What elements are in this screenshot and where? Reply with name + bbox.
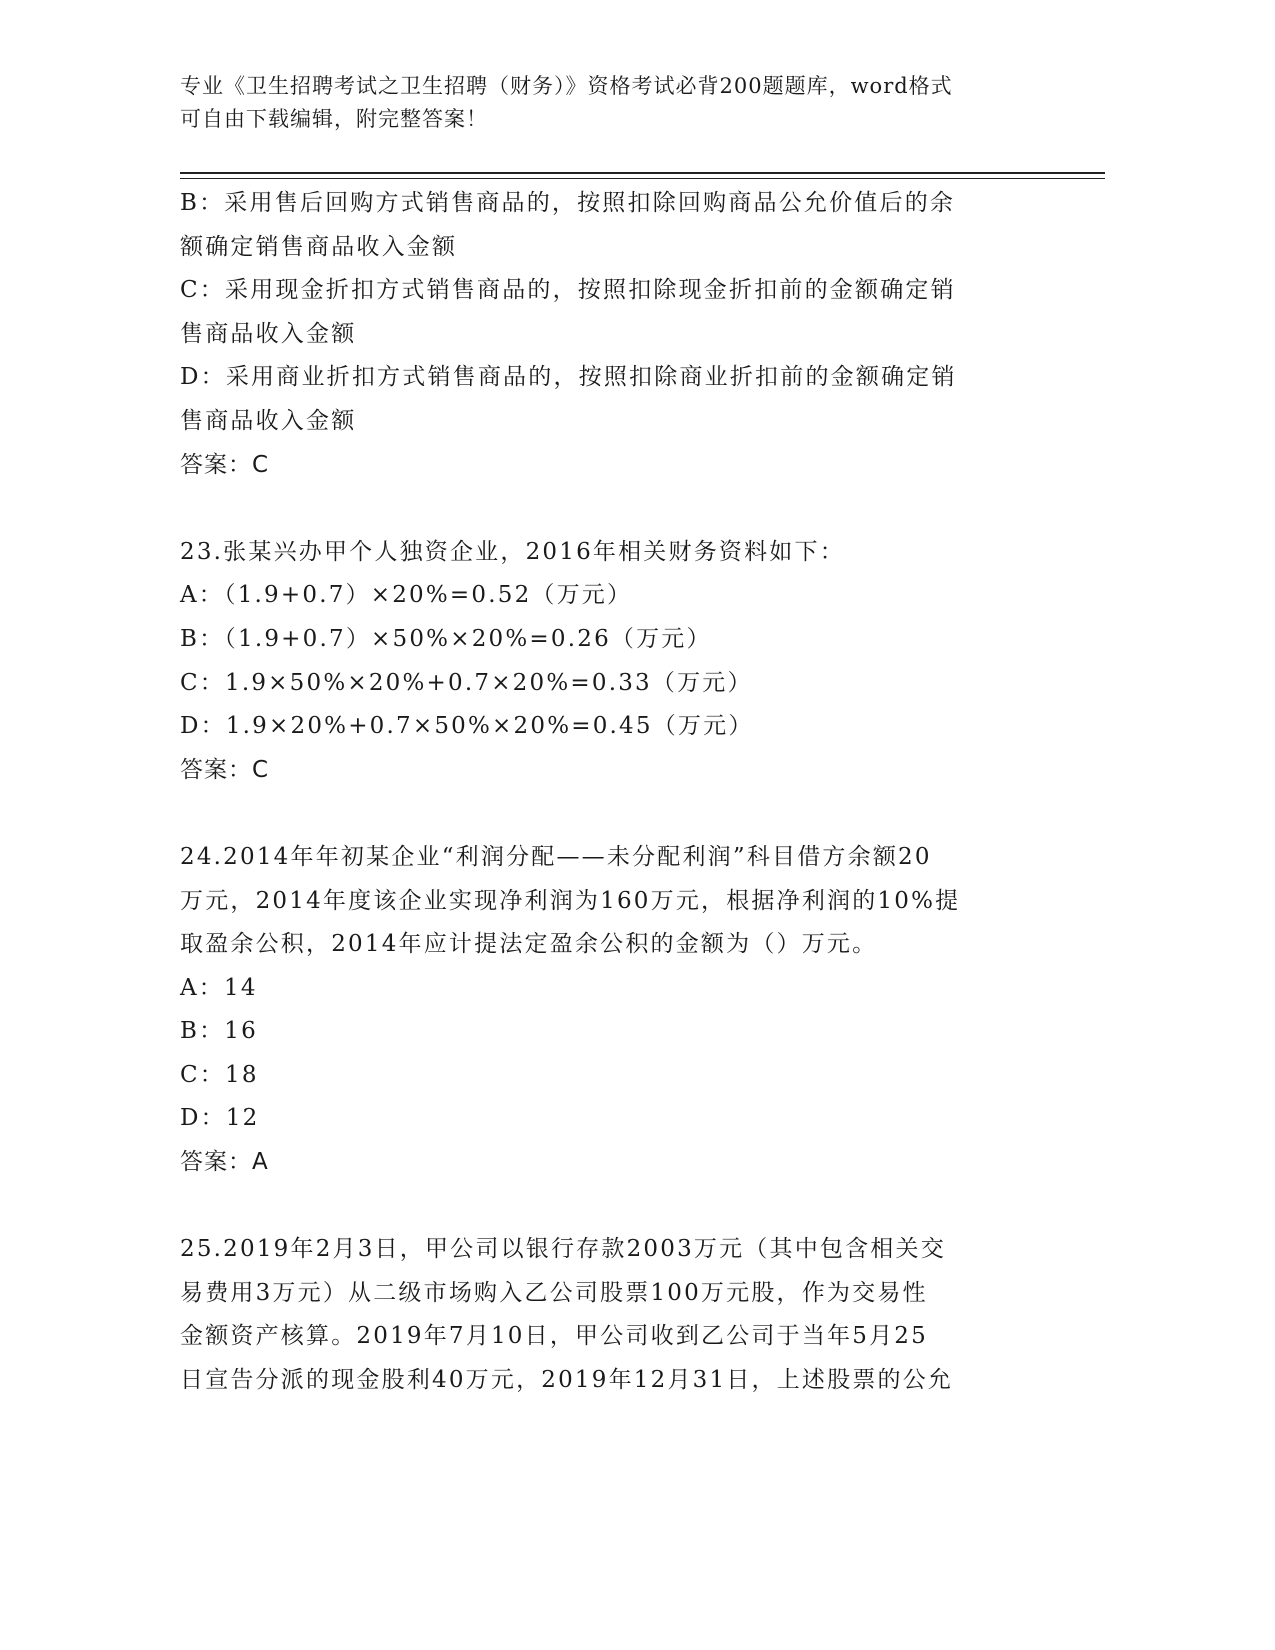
question-spacer: [180, 792, 1060, 836]
q24-stem-line-3: 取盈余公积，2014年应计提法定盈余公积的金额为（）万元。: [180, 931, 878, 958]
q24-stem-line-2: 万元，2014年度该企业实现净利润为160万元，根据净利润的10%提: [180, 887, 961, 914]
q25-stem-line-1: 25.2019年2月3日，甲公司以银行存款2003万元（其中包含相关交: [180, 1236, 946, 1263]
q24-option-c: C：18: [180, 1061, 259, 1088]
question-spacer: [180, 487, 1060, 531]
q25-stem-line-4: 日宣告分派的现金股利40万元，2019年12月31日，上述股票的公允: [180, 1367, 954, 1394]
question-spacer: [180, 1185, 1060, 1229]
q23-option-b: B：（1.9+0.7）×50%×20%=0.26（万元）: [180, 625, 712, 652]
header-title-line-1: 专业《卫生招聘考试之卫生招聘（财务）》资格考试必背200题题库，word格式: [180, 74, 953, 98]
q22-option-b-line-1: B：采用售后回购方式销售商品的，按照扣除回购商品公允价值后的余: [180, 190, 956, 216]
q23-option-a: A：（1.9+0.7）×20%=0.52（万元）: [180, 582, 633, 609]
q25-stem-line-3: 金额资产核算。2019年7月10日，甲公司收到乙公司于当年5月25: [180, 1323, 928, 1350]
q22-answer: 答案：C: [180, 451, 270, 478]
q24-option-d: D：12: [180, 1105, 260, 1132]
header-title-line-2: 可自由下载编辑，附完整答案！: [180, 107, 488, 131]
question-content: [180, 182, 1060, 1403]
q25-stem-line-2: 易费用3万元）从二级市场购入乙公司股票100万元股，作为交易性: [180, 1279, 928, 1306]
q22-option-d-line-2: 售商品收入金额: [180, 407, 357, 434]
header-rule-thick: [180, 172, 1105, 174]
q22-option-c-line-2: 售商品收入金额: [180, 320, 357, 347]
q24-stem-line-1: 24.2014年年初某企业“利润分配——未分配利润”科目借方余额20: [180, 843, 932, 870]
q22-option-d-line-1: D：采用商业折扣方式销售商品的，按照扣除商业折扣前的金额确定销: [180, 364, 957, 391]
header-rule-thin: [180, 178, 1105, 179]
q24-answer: 答案：A: [180, 1149, 269, 1176]
q22-option-c-line-1: C：采用现金折扣方式销售商品的，按照扣除现金折扣前的金额确定销: [180, 277, 956, 304]
q23-stem: 23.张某兴办甲个人独资企业，2016年相关财务资料如下：: [180, 538, 845, 565]
q22-option-b-line-2: 额确定销售商品收入金额: [180, 233, 458, 260]
q23-option-d: D：1.9×20%+0.7×50%×20%=0.45（万元）: [180, 713, 754, 740]
q23-option-c: C：1.9×50%×20%+0.7×20%=0.33（万元）: [180, 669, 753, 696]
q24-option-a: A：14: [180, 974, 258, 1001]
q24-option-b: B：16: [180, 1018, 258, 1045]
q23-answer: 答案：C: [180, 756, 270, 783]
page-header: [180, 70, 1060, 136]
